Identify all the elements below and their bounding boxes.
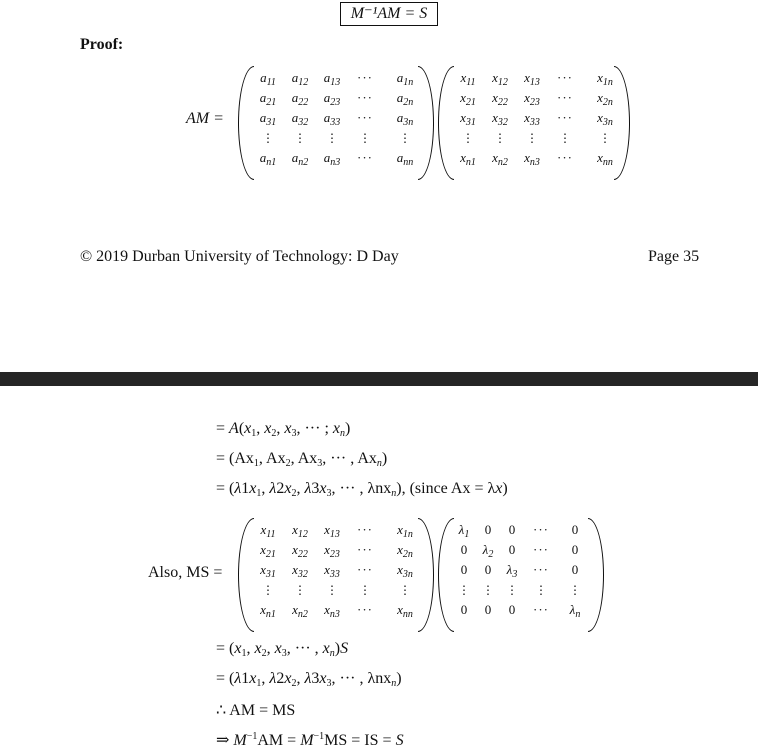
matrix-cell: $a_{nn}$ bbox=[396, 150, 414, 168]
matrix-row bbox=[452, 540, 592, 560]
eq-line-2: = ($Ax_1$, $Ax_2$, $Ax_3$, ··· , $Ax_n$) bbox=[216, 450, 388, 469]
matrix-cell: ··· bbox=[533, 522, 549, 537]
matrix-row bbox=[452, 560, 592, 580]
eq-line-4: = ($x_1$, $x_2$, $x_3$, ··· , $x_n)S$ bbox=[216, 640, 349, 659]
matrix-row bbox=[252, 88, 428, 108]
matrix-cell: $a_{31}$ bbox=[259, 110, 277, 128]
matrix-cell: $x_{11}$ bbox=[260, 522, 276, 540]
matrix-cell: ⋮ bbox=[535, 583, 547, 597]
matrix-cell: ⋮ bbox=[326, 131, 338, 145]
matrix-row bbox=[452, 580, 592, 600]
matrix-cell: $\lambda_1$ bbox=[458, 522, 470, 540]
matrix-cell: $x_{32}$ bbox=[292, 562, 308, 580]
matrix-x-2-table bbox=[252, 520, 428, 620]
matrix-row bbox=[252, 560, 428, 580]
matrix-cell: $x_{nn}$ bbox=[397, 602, 413, 620]
matrix-cell: $x_{n2}$ bbox=[492, 150, 508, 168]
matrix-row bbox=[452, 108, 628, 128]
matrix-cell: ⋮ bbox=[262, 583, 274, 597]
matrix-cell: $x_{11}$ bbox=[460, 70, 476, 88]
matrix-cell: $x_{n3}$ bbox=[524, 150, 540, 168]
matrix-cell: ⋮ bbox=[462, 131, 474, 145]
matrix-cell: 0 bbox=[508, 522, 516, 537]
eq-line-3: = ($\lambda 1x_1$, $\lambda 2x_2$, $\lambda 3x_3$, ··· , λnx$_n$), (since Ax = λx) bbox=[216, 480, 508, 499]
matrix-cell: 0 bbox=[460, 542, 468, 557]
matrix-cell: 0 bbox=[571, 522, 579, 537]
boxed-equation: M⁻¹AM = S bbox=[340, 2, 438, 26]
matrix-cell: ⋮ bbox=[326, 583, 338, 597]
matrix-cell: $a_{13}$ bbox=[323, 70, 341, 88]
matrix-cell: 0 bbox=[571, 562, 579, 577]
matrix-a bbox=[238, 66, 434, 180]
am-label: AM = bbox=[186, 110, 224, 127]
matrix-cell: $x_{13}$ bbox=[524, 70, 540, 88]
matrix-cell: ··· bbox=[357, 562, 373, 577]
matrix-cell: ⋮ bbox=[569, 583, 581, 597]
matrix-cell: $x_{2n}$ bbox=[597, 90, 613, 108]
matrix-cell: ⋮ bbox=[482, 583, 494, 597]
matrix-cell: $x_{13}$ bbox=[324, 522, 340, 540]
matrix-row bbox=[252, 128, 428, 148]
matrix-cell: $a_{1n}$ bbox=[396, 70, 414, 88]
matrix-cell: $x_{12}$ bbox=[292, 522, 308, 540]
matrix-row bbox=[452, 68, 628, 88]
eq-line-1: = $A(x_1$, $x_2$, $x_3$, ··· ; $x_n$) bbox=[216, 420, 351, 439]
matrix-row bbox=[452, 128, 628, 148]
matrix-cell: $a_{2n}$ bbox=[396, 90, 414, 108]
matrix-cell: ··· bbox=[557, 70, 573, 85]
matrix-cell: ··· bbox=[357, 110, 373, 125]
matrix-cell: ··· bbox=[533, 602, 549, 617]
footer-page-number: Page 35 bbox=[648, 248, 700, 265]
matrix-cell: ··· bbox=[533, 562, 549, 577]
matrix-cell: $x_{21}$ bbox=[260, 542, 276, 560]
matrix-cell: $a_{3n}$ bbox=[396, 110, 414, 128]
matrix-cell: $x_{n2}$ bbox=[292, 602, 308, 620]
matrix-cell: ··· bbox=[357, 522, 373, 537]
matrix-cell: $x_{33}$ bbox=[324, 562, 340, 580]
matrix-cell: $x_{33}$ bbox=[524, 110, 540, 128]
matrix-row bbox=[252, 580, 428, 600]
matrix-cell: $x_{32}$ bbox=[492, 110, 508, 128]
matrix-cell: $x_{3n}$ bbox=[597, 110, 613, 128]
matrix-cell: ⋮ bbox=[399, 583, 411, 597]
footer-copyright: © 2019 Durban University of Technology: D Day bbox=[80, 248, 399, 265]
matrix-cell: ⋮ bbox=[526, 131, 538, 145]
matrix-cell: $x_{22}$ bbox=[492, 90, 508, 108]
matrix-cell: ··· bbox=[357, 542, 373, 557]
page-divider bbox=[0, 372, 758, 386]
matrix-row bbox=[252, 520, 428, 540]
matrix-cell: $x_{31}$ bbox=[460, 110, 476, 128]
matrix-cell: ⋮ bbox=[599, 131, 611, 145]
matrix-cell: $x_{23}$ bbox=[524, 90, 540, 108]
matrix-cell: $x_{n1}$ bbox=[460, 150, 476, 168]
matrix-row bbox=[252, 540, 428, 560]
matrix-row bbox=[252, 68, 428, 88]
matrix-cell: $x_{2n}$ bbox=[397, 542, 413, 560]
matrix-cell: $\lambda_n$ bbox=[569, 602, 581, 620]
matrix-cell: 0 bbox=[484, 522, 492, 537]
matrix-cell: $a_{n1}$ bbox=[259, 150, 277, 168]
matrix-cell: ··· bbox=[533, 542, 549, 557]
matrix-cell: $x_{22}$ bbox=[292, 542, 308, 560]
matrix-cell: ··· bbox=[557, 90, 573, 105]
matrix-cell: $x_{n3}$ bbox=[324, 602, 340, 620]
matrix-cell: 0 bbox=[460, 602, 468, 617]
matrix-cell: 0 bbox=[484, 602, 492, 617]
matrix-cell: ⋮ bbox=[359, 583, 371, 597]
matrix-cell: ⋮ bbox=[458, 583, 470, 597]
matrix-cell: $a_{22}$ bbox=[291, 90, 309, 108]
matrix-cell: ⋮ bbox=[262, 131, 274, 145]
matrix-cell: $x_{21}$ bbox=[460, 90, 476, 108]
matrix-cell: ⋮ bbox=[559, 131, 571, 145]
matrix-cell: ⋮ bbox=[494, 131, 506, 145]
matrix-cell: $a_{12}$ bbox=[291, 70, 309, 88]
matrix-cell: $x_{nn}$ bbox=[597, 150, 613, 168]
matrix-row bbox=[252, 600, 428, 620]
matrix-cell: 0 bbox=[484, 562, 492, 577]
matrix-cell: ··· bbox=[557, 110, 573, 125]
matrix-cell: $x_{12}$ bbox=[492, 70, 508, 88]
matrix-cell: $\lambda_3$ bbox=[506, 562, 518, 580]
matrix-cell: ⋮ bbox=[506, 583, 518, 597]
matrix-a-table bbox=[252, 68, 428, 168]
matrix-lambda-table bbox=[452, 520, 592, 620]
matrix-row bbox=[452, 88, 628, 108]
matrix-cell: $x_{n1}$ bbox=[260, 602, 276, 620]
matrix-cell: ⋮ bbox=[294, 583, 306, 597]
matrix-lambda bbox=[438, 518, 604, 632]
matrix-cell: ··· bbox=[357, 602, 373, 617]
proof-heading: Proof: bbox=[80, 36, 124, 53]
matrix-x-2 bbox=[238, 518, 434, 632]
matrix-cell: 0 bbox=[571, 542, 579, 557]
matrix-cell: ⋮ bbox=[399, 131, 411, 145]
eq-line-6: ∴ AM = MS bbox=[216, 702, 296, 719]
matrix-x bbox=[438, 66, 630, 180]
matrix-cell: ⋮ bbox=[294, 131, 306, 145]
ms-label: Also, MS = bbox=[148, 564, 223, 581]
matrix-cell: 0 bbox=[508, 542, 516, 557]
matrix-row bbox=[452, 148, 628, 168]
matrix-cell: ··· bbox=[357, 90, 373, 105]
matrix-cell: $x_{3n}$ bbox=[397, 562, 413, 580]
matrix-cell: ··· bbox=[357, 150, 373, 165]
matrix-cell: $\lambda_2$ bbox=[482, 542, 494, 560]
eq-line-5: = ($\lambda 1x_1$, $\lambda 2x_2$, $\lambda 3x_3$, ··· , λnx$_n$) bbox=[216, 670, 402, 689]
matrix-row bbox=[252, 108, 428, 128]
matrix-cell: 0 bbox=[508, 602, 516, 617]
matrix-cell: $a_{n2}$ bbox=[291, 150, 309, 168]
matrix-cell: $a_{11}$ bbox=[260, 70, 276, 88]
matrix-row bbox=[252, 148, 428, 168]
matrix-x-table bbox=[452, 68, 628, 168]
eq-line-7: ⇒ $M^{-1}AM = M^{-1}MS$ = IS = S bbox=[216, 731, 404, 749]
matrix-cell: 0 bbox=[460, 562, 468, 577]
matrix-cell: $a_{32}$ bbox=[291, 110, 309, 128]
matrix-cell: ⋮ bbox=[359, 131, 371, 145]
matrix-cell: $a_{21}$ bbox=[259, 90, 277, 108]
matrix-cell: ··· bbox=[557, 150, 573, 165]
matrix-cell: $x_{31}$ bbox=[260, 562, 276, 580]
matrix-cell: $a_{n3}$ bbox=[323, 150, 341, 168]
matrix-cell: $x_{1n}$ bbox=[597, 70, 613, 88]
matrix-cell: ··· bbox=[357, 70, 373, 85]
matrix-cell: $a_{23}$ bbox=[323, 90, 341, 108]
matrix-row bbox=[452, 600, 592, 620]
matrix-row bbox=[452, 520, 592, 540]
matrix-cell: $x_{23}$ bbox=[324, 542, 340, 560]
matrix-cell: $x_{1n}$ bbox=[397, 522, 413, 540]
matrix-cell: $a_{33}$ bbox=[323, 110, 341, 128]
